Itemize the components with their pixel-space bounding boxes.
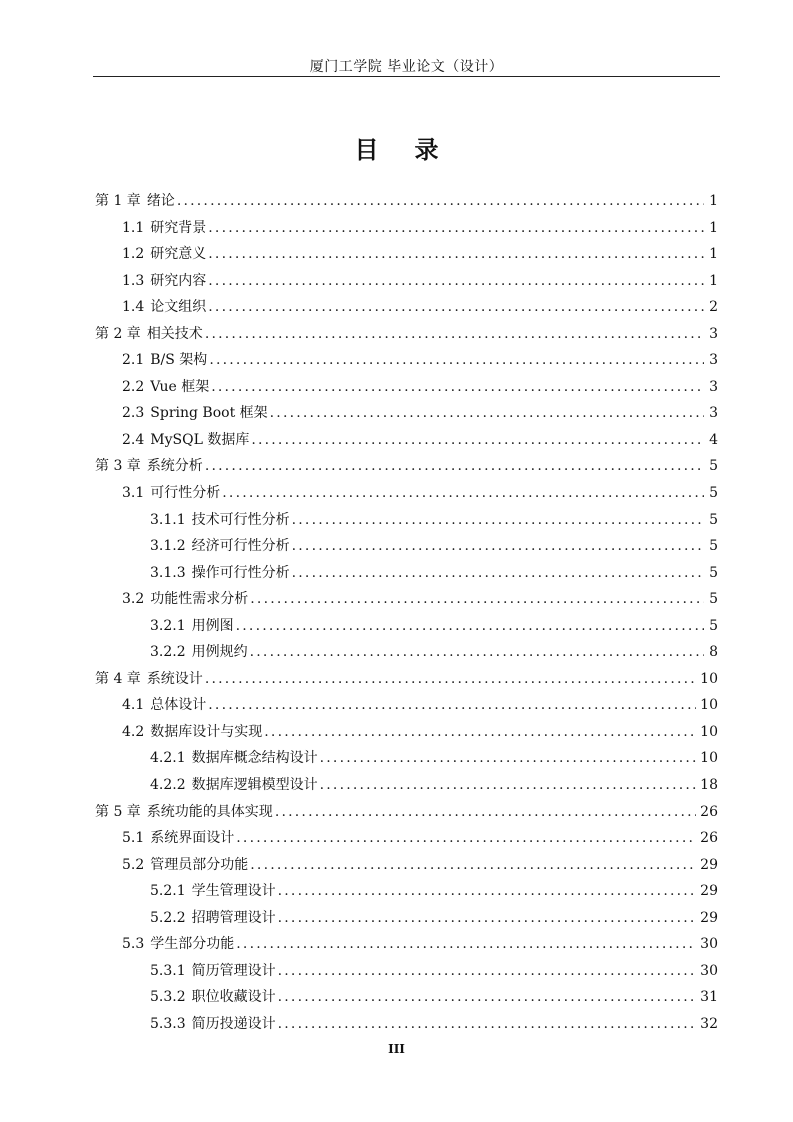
toc-entry-title: 用例图: [191, 617, 234, 634]
toc-entry-page: 1: [709, 193, 718, 209]
toc-entry-title: 用例规约: [191, 644, 248, 661]
toc-entry-number: 第 5 章: [95, 803, 141, 820]
toc-entry-page: 5: [709, 458, 718, 475]
toc-entry[interactable]: [95, 241, 718, 268]
toc-dot-leader: [292, 560, 704, 587]
toc-dot-leader: [251, 427, 704, 454]
toc-entry-number: 4.2: [122, 723, 145, 740]
toc-entry[interactable]: [95, 374, 718, 401]
toc-entry-page: 3: [709, 405, 718, 422]
toc-entry-title: 总体设计: [150, 697, 207, 714]
toc-entry-title: 学生部分功能: [150, 936, 235, 953]
toc-entry-page: 31: [700, 989, 718, 1006]
toc-dot-leader: [320, 772, 697, 799]
toc-entry[interactable]: [95, 427, 718, 454]
toc-entry-number: 第 1 章: [95, 193, 141, 209]
toc-dot-leader: [278, 1011, 697, 1038]
toc-entry-page: 10: [700, 697, 718, 714]
toc-entry[interactable]: [95, 958, 718, 985]
toc-entry-number: 1.3: [122, 272, 145, 289]
toc-entry[interactable]: [95, 639, 718, 666]
toc-entry[interactable]: [95, 533, 718, 560]
toc-entry[interactable]: [95, 321, 718, 348]
toc-dot-leader: [250, 639, 704, 666]
toc-entry-number: 1.4: [122, 299, 145, 316]
toc-entry[interactable]: [95, 294, 718, 321]
toc-entry[interactable]: [95, 905, 718, 932]
toc-entry-number: 1.1: [122, 219, 145, 236]
toc-entry-number: 4.1: [122, 697, 145, 714]
toc-entry-page: 1: [709, 246, 718, 263]
toc-entry-title: 管理员部分功能: [150, 856, 249, 873]
toc-entry-title: 可行性分析: [150, 485, 221, 502]
toc-entry-title: B/S 架构: [150, 352, 208, 369]
running-header: 厦门工学院 毕业论文（设计）: [309, 59, 504, 75]
toc-entry-number: 5.2.2: [150, 909, 186, 926]
toc-dot-leader: [205, 666, 696, 693]
toc-entry-page: 1: [709, 272, 718, 289]
toc-dot-leader: [270, 400, 704, 427]
toc-dot-leader: [275, 799, 696, 826]
toc-entry-page: 32: [700, 1015, 718, 1032]
toc-entry[interactable]: [95, 1011, 718, 1038]
toc-entry-title: 系统分析: [146, 458, 203, 475]
toc-entry-number: 2.2: [122, 378, 145, 395]
toc-dot-leader: [208, 215, 704, 242]
toc-dot-leader: [278, 905, 697, 932]
toc-entry-title: 研究背景: [150, 219, 207, 236]
toc-entry[interactable]: [95, 719, 718, 746]
toc-entry-number: 3.2.2: [150, 644, 186, 661]
toc-entry-title: 系统功能的具体实现: [146, 803, 273, 820]
toc-dot-leader: [292, 507, 704, 534]
toc-entry-title: 简历管理设计: [191, 962, 276, 979]
toc-entry-number: 4.2.2: [150, 777, 186, 794]
toc-entry-title: 职位收藏设计: [191, 989, 276, 1006]
toc-entry-title: 操作可行性分析: [191, 564, 290, 581]
toc-entry-title: 数据库设计与实现: [150, 723, 263, 740]
toc-entry[interactable]: [95, 613, 718, 640]
toc-entry-title: 相关技术: [146, 325, 203, 342]
toc-entry[interactable]: [95, 931, 718, 958]
toc-entry-title: 数据库逻辑模型设计: [191, 777, 318, 794]
toc-entry[interactable]: [95, 215, 718, 242]
toc-dot-leader: [177, 188, 704, 215]
toc-entry-title: 论文组织: [150, 299, 207, 316]
toc-dot-leader: [209, 347, 704, 374]
toc-entry[interactable]: [95, 507, 718, 534]
toc-entry[interactable]: [95, 745, 718, 772]
toc-entry-title: 简历投递设计: [191, 1015, 276, 1032]
toc-entry[interactable]: [95, 666, 718, 693]
toc-entry-page: 5: [709, 617, 718, 634]
toc-entry-number: 5.3.1: [150, 962, 186, 979]
toc-entry-title: 经济可行性分析: [191, 538, 290, 555]
toc-entry-page: 5: [709, 564, 718, 581]
header-rule: [93, 76, 720, 77]
toc-dot-leader: [208, 692, 696, 719]
toc-dot-leader: [208, 241, 704, 268]
toc-entry[interactable]: [95, 586, 718, 613]
toc-entry-title: 学生管理设计: [191, 883, 276, 900]
toc-entry-number: 2.4: [122, 431, 145, 448]
toc-entry-page: 8: [709, 644, 718, 661]
toc-entry-title: 绪论: [146, 193, 175, 209]
toc-entry-page: 10: [700, 670, 718, 687]
toc-entry-number: 3.1.2: [150, 538, 186, 555]
toc-entry-number: 1.2: [122, 246, 145, 263]
toc-entry-page: 4: [709, 431, 718, 448]
toc-dot-leader: [250, 586, 704, 613]
toc-entry-page: 29: [700, 883, 718, 900]
toc-dot-leader: [250, 852, 696, 879]
toc-entry-number: 3.1.1: [150, 511, 186, 528]
toc-entry-title: 功能性需求分析: [150, 591, 249, 608]
toc-entry-number: 5.3: [122, 936, 145, 953]
toc-entry[interactable]: [95, 825, 718, 852]
toc-entry-number: 第 2 章: [95, 325, 141, 342]
toc-entry[interactable]: [95, 799, 718, 826]
toc-entry-page: 10: [700, 750, 718, 767]
toc-dot-leader: [205, 321, 704, 348]
toc-title: 目录: [354, 136, 475, 164]
toc-entry-page: 30: [700, 962, 718, 979]
toc-entry-title: MySQL 数据库: [150, 431, 250, 448]
toc-entry-number: 5.3.3: [150, 1015, 186, 1032]
toc-entry-page: 26: [700, 830, 718, 847]
toc-entry-number: 3.1.3: [150, 564, 186, 581]
toc-entry-page: 3: [709, 325, 718, 342]
toc-entry-title: 系统设计: [146, 670, 203, 687]
toc-entry-number: 4.2.1: [150, 750, 186, 767]
toc-dot-leader: [205, 453, 704, 480]
toc-entry-title: Vue 框架: [150, 378, 210, 395]
toc-entry[interactable]: [95, 400, 718, 427]
toc-dot-leader: [236, 825, 696, 852]
toc-dot-leader: [222, 480, 704, 507]
toc-entry[interactable]: [95, 347, 718, 374]
toc-entry-page: 29: [700, 856, 718, 873]
toc-entry-number: 第 3 章: [95, 458, 141, 475]
page-number: III: [388, 1042, 405, 1056]
toc-entry-number: 2.1: [122, 352, 145, 369]
table-of-contents: [95, 188, 718, 1038]
toc-entry[interactable]: [95, 560, 718, 587]
toc-entry-number: 5.3.2: [150, 989, 186, 1006]
toc-dot-leader: [211, 374, 704, 401]
toc-entry-title: 研究意义: [150, 246, 207, 263]
toc-entry-number: 2.3: [122, 405, 145, 422]
toc-entry-title: 数据库概念结构设计: [191, 750, 318, 767]
toc-entry-page: 5: [709, 485, 718, 502]
toc-dot-leader: [208, 294, 704, 321]
toc-dot-leader: [278, 878, 697, 905]
toc-dot-leader: [264, 719, 696, 746]
toc-dot-leader: [208, 268, 704, 295]
toc-entry[interactable]: [95, 772, 718, 799]
toc-entry-page: 2: [709, 299, 718, 316]
toc-entry-page: 26: [700, 803, 718, 820]
toc-entry[interactable]: [95, 692, 718, 719]
toc-entry-number: 第 4 章: [95, 670, 141, 687]
toc-entry-number: 3.2.1: [150, 617, 186, 634]
toc-dot-leader: [236, 931, 696, 958]
toc-entry-number: 5.2.1: [150, 883, 186, 900]
toc-entry-title: Spring Boot 框架: [150, 405, 268, 422]
toc-entry-number: 5.2: [122, 856, 145, 873]
toc-entry-page: 5: [709, 538, 718, 555]
toc-entry[interactable]: [95, 878, 718, 905]
toc-dot-leader: [278, 984, 697, 1011]
toc-entry[interactable]: [95, 188, 718, 215]
toc-entry-page: 5: [709, 591, 718, 608]
toc-entry-page: 29: [700, 909, 718, 926]
toc-entry-page: 5: [709, 511, 718, 528]
toc-entry[interactable]: [95, 852, 718, 879]
toc-dot-leader: [292, 533, 704, 560]
toc-dot-leader: [320, 745, 697, 772]
toc-dot-leader: [236, 613, 704, 640]
toc-entry-title: 招聘管理设计: [191, 909, 276, 926]
toc-entry-page: 1: [709, 219, 718, 236]
toc-entry-title: 技术可行性分析: [191, 511, 290, 528]
toc-entry-page: 18: [700, 777, 718, 794]
toc-entry-number: 5.1: [122, 830, 145, 847]
toc-entry-number: 3.2: [122, 591, 145, 608]
toc-entry[interactable]: [95, 480, 718, 507]
toc-entry-title: 系统界面设计: [150, 830, 235, 847]
toc-entry-page: 3: [709, 352, 718, 369]
toc-entry-number: 3.1: [122, 485, 145, 502]
toc-entry-page: 3: [709, 378, 718, 395]
toc-dot-leader: [278, 958, 697, 985]
toc-entry-title: 研究内容: [150, 272, 207, 289]
toc-entry[interactable]: [95, 984, 718, 1011]
toc-entry-page: 10: [700, 723, 718, 740]
toc-entry[interactable]: [95, 453, 718, 480]
toc-entry-page: 30: [700, 936, 718, 953]
toc-entry[interactable]: [95, 268, 718, 295]
